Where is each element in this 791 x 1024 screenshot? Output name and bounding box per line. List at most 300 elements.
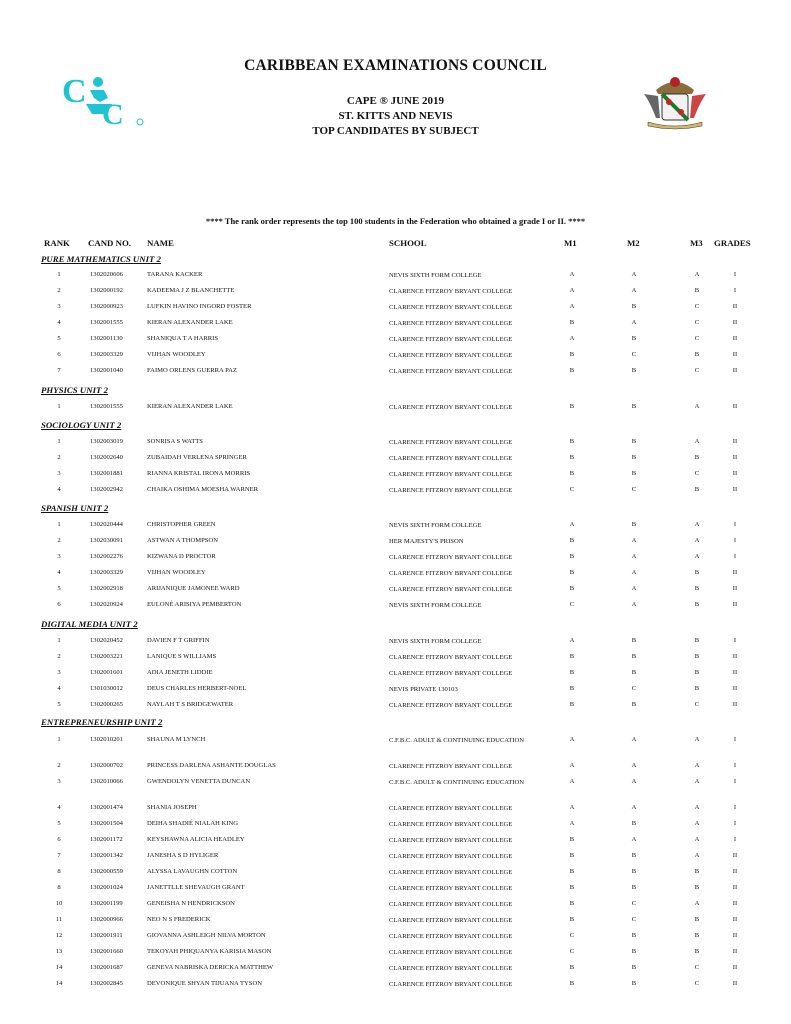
section-heading: SPANISH UNIT 2 xyxy=(41,503,109,513)
cell-school: CLARENCE FITZROY BRYANT COLLEGE xyxy=(389,455,513,462)
cell-rank: 6 xyxy=(57,351,61,358)
cell-cand-no: 1302001555 xyxy=(90,319,123,326)
cell-school: NEVIS SIXTH FORM COLLEGE xyxy=(389,272,482,279)
cell-m3: B xyxy=(694,351,700,358)
cell-cand-no: 1302001474 xyxy=(90,804,123,811)
rank-order-note: **** The rank order represents the top 100 students in the Federation who obtained a grade I or II. **** xyxy=(205,216,586,226)
cell-m2: B xyxy=(631,637,637,644)
cell-m3: B xyxy=(694,948,700,955)
cell-rank: 10 xyxy=(55,900,63,907)
cell-school: CLARENCE FITZROY BRYANT COLLEGE xyxy=(389,917,513,924)
cell-name: ALYSSA LAVAUGHN COTTON xyxy=(147,868,238,875)
cell-cand-no: 1302010066 xyxy=(90,778,123,785)
cell-rank: 3 xyxy=(57,669,61,676)
cell-school: CLARENCE FITZROY BRYANT COLLEGE xyxy=(389,869,513,876)
cell-grade: II xyxy=(732,569,738,576)
cell-grade: II xyxy=(732,948,738,955)
cell-grade: II xyxy=(732,438,738,445)
cell-grade: II xyxy=(732,653,738,660)
cell-m2: C xyxy=(631,916,637,923)
cell-m3: C xyxy=(694,319,700,326)
cell-m2: B xyxy=(631,669,637,676)
cell-name: CHAIKA OSHIMA MOESHA WARNER xyxy=(147,486,259,493)
cell-rank: 2 xyxy=(57,653,61,660)
section-heading: PURE MATHEMATICS UNIT 2 xyxy=(41,254,162,264)
cell-m1: B xyxy=(569,980,575,987)
cell-name: SHANIQUA T A HARRIS xyxy=(147,335,219,342)
cell-cand-no: 1302003221 xyxy=(90,653,123,660)
cell-rank: 3 xyxy=(57,470,61,477)
section-heading: SOCIOLOGY UNIT 2 xyxy=(41,420,122,430)
cell-m2: B xyxy=(631,403,637,410)
cell-name: KADEEMA J Z BLANCHETTE xyxy=(147,287,235,294)
cell-grade: II xyxy=(732,351,738,358)
column-header-m2: M2 xyxy=(627,238,640,248)
cell-m1: B xyxy=(569,553,575,560)
cell-grade: II xyxy=(732,900,738,907)
cell-m3: A xyxy=(694,852,700,859)
svg-text:C: C xyxy=(102,98,124,128)
cell-cand-no: 1302001504 xyxy=(90,820,123,827)
cell-rank: 8 xyxy=(57,868,61,875)
cell-m3: C xyxy=(694,980,700,987)
cell-grade: I xyxy=(733,762,737,769)
cell-grade: I xyxy=(733,778,737,785)
cell-name: ASTWAN A THOMPSON xyxy=(147,537,218,544)
cell-m2: A xyxy=(631,736,637,743)
cell-rank: 1 xyxy=(57,736,61,743)
cell-m2: A xyxy=(631,778,637,785)
table-row xyxy=(0,884,791,898)
cell-grade: I xyxy=(733,537,737,544)
column-header-school: SCHOOL xyxy=(389,238,427,248)
cell-grade: II xyxy=(732,601,738,608)
cell-cand-no: 1302000923 xyxy=(90,303,123,310)
cell-m2: A xyxy=(631,585,637,592)
cell-m3: B xyxy=(694,287,700,294)
cell-m2: B xyxy=(631,454,637,461)
cell-m3: A xyxy=(694,762,700,769)
cell-m3: A xyxy=(694,820,700,827)
cell-cand-no: 1302010201 xyxy=(90,736,123,743)
cell-grade: I xyxy=(733,804,737,811)
cell-school: CLARENCE FITZROY BRYANT COLLEGE xyxy=(389,439,513,446)
cell-school: CLARENCE FITZROY BRYANT COLLEGE xyxy=(389,554,513,561)
cell-cand-no: 1302001040 xyxy=(90,367,123,374)
column-header-m3: M3 xyxy=(690,238,703,248)
cell-m1: B xyxy=(569,653,575,660)
cell-m1: A xyxy=(569,271,575,278)
table-row xyxy=(0,403,791,417)
cell-name: GIOVANNA ASHLEIGH NILVA MORTON xyxy=(147,932,266,939)
cell-m3: A xyxy=(694,900,700,907)
cell-school: CLARENCE FITZROY BRYANT COLLEGE xyxy=(389,763,513,770)
cell-name: ZUBAIDAH VERLENA SPRINGER xyxy=(147,454,247,461)
cell-rank: 2 xyxy=(57,537,61,544)
cell-cand-no: 1302020452 xyxy=(90,637,123,644)
cell-rank: 2 xyxy=(57,287,61,294)
cell-grade: II xyxy=(732,980,738,987)
cell-rank: 2 xyxy=(57,762,61,769)
cell-grade: II xyxy=(732,669,738,676)
cell-m3: B xyxy=(694,916,700,923)
organization-title: CARIBBEAN EXAMINATIONS COUNCIL xyxy=(244,57,547,74)
cell-school: CLARENCE FITZROY BRYANT COLLEGE xyxy=(389,885,513,892)
exam-title: CAPE ® JUNE 2019 xyxy=(346,95,445,107)
cell-m2: A xyxy=(631,271,637,278)
cell-name: NEO N S FREDERICK xyxy=(147,916,211,923)
cell-m2: A xyxy=(631,836,637,843)
cell-grade: I xyxy=(733,820,737,827)
cell-cand-no: 1302001881 xyxy=(90,470,123,477)
cell-m2: B xyxy=(631,980,637,987)
cell-cand-no: 1302020606 xyxy=(90,271,123,278)
cell-rank: 5 xyxy=(57,585,61,592)
cell-school: CLARENCE FITZROY BRYANT COLLEGE xyxy=(389,304,513,311)
cell-school: CLARENCE FITZROY BRYANT COLLEGE xyxy=(389,805,513,812)
cell-rank: 1 xyxy=(57,438,61,445)
table-row xyxy=(0,486,791,500)
cell-name: KIERAN ALEXANDER LAKE xyxy=(147,319,233,326)
cell-rank: 5 xyxy=(57,335,61,342)
cell-m1: A xyxy=(569,762,575,769)
cell-cand-no: 1302001911 xyxy=(90,932,123,939)
cell-name: VIJHAN WOODLEY xyxy=(147,351,206,358)
cell-rank: 4 xyxy=(57,804,61,811)
table-row xyxy=(0,569,791,583)
cell-cand-no: 1302001660 xyxy=(90,948,123,955)
cell-school: NEVIS SIXTH FORM COLLEGE xyxy=(389,602,482,609)
cell-name: SHANIA JOSEPH xyxy=(147,804,197,811)
cell-rank: 11 xyxy=(55,916,63,923)
cell-m2: B xyxy=(631,521,637,528)
cell-m1: B xyxy=(569,852,575,859)
cell-m2: B xyxy=(631,701,637,708)
cell-m3: C xyxy=(694,335,700,342)
cell-m3: B xyxy=(694,932,700,939)
cell-school: C.F.B.C. ADULT & CONTINUING EDUCATION xyxy=(389,779,525,786)
cell-m3: B xyxy=(694,653,700,660)
cell-school: CLARENCE FITZROY BRYANT COLLEGE xyxy=(389,336,513,343)
cell-school: NEVIS SIXTH FORM COLLEGE xyxy=(389,638,482,645)
cell-rank: 7 xyxy=(57,852,61,859)
cell-grade: II xyxy=(732,701,738,708)
cell-name: JANESHA S D HYLIGER xyxy=(147,852,219,859)
table-row xyxy=(0,820,791,834)
cell-m3: A xyxy=(694,271,700,278)
cell-m3: B xyxy=(694,637,700,644)
cell-m1: B xyxy=(569,900,575,907)
cell-m1: A xyxy=(569,335,575,342)
cell-cand-no: 1302001687 xyxy=(90,964,123,971)
cell-cand-no: 1302002276 xyxy=(90,553,123,560)
table-row xyxy=(0,701,791,715)
cell-m2: C xyxy=(631,486,637,493)
cell-grade: I xyxy=(733,736,737,743)
table-row xyxy=(0,637,791,651)
cell-grade: I xyxy=(733,836,737,843)
cell-cand-no: 1302000265 xyxy=(90,701,123,708)
cell-name: DAVIEN F T GRIFFIN xyxy=(147,637,210,644)
cell-m2: A xyxy=(631,601,637,608)
cell-name: FAIMO ORLENS GUERRA PAZ xyxy=(147,367,237,374)
table-row xyxy=(0,367,791,381)
cell-rank: 1 xyxy=(57,271,61,278)
cell-m3: B xyxy=(694,601,700,608)
cell-m2: A xyxy=(631,319,637,326)
cell-cand-no: 1302000966 xyxy=(90,916,123,923)
cell-m1: A xyxy=(569,303,575,310)
cell-cand-no: 1302001555 xyxy=(90,403,123,410)
svg-text:C: C xyxy=(62,73,87,110)
cell-m1: B xyxy=(569,916,575,923)
cell-rank: 13 xyxy=(55,948,63,955)
cell-name: SONRISA S WATTS xyxy=(147,438,203,445)
table-row xyxy=(0,900,791,914)
cell-m3: A xyxy=(694,403,700,410)
cell-m1: C xyxy=(569,932,575,939)
cell-grade: II xyxy=(732,964,738,971)
cell-m1: B xyxy=(569,537,575,544)
cell-rank: 5 xyxy=(57,820,61,827)
cell-school: NEVIS SIXTH FORM COLLEGE xyxy=(389,522,482,529)
report-title: TOP CANDIDATES BY SUBJECT xyxy=(312,125,479,137)
cell-m1: B xyxy=(569,470,575,477)
cell-name: LANIQUE S WILLIAMS xyxy=(147,653,217,660)
table-row xyxy=(0,537,791,551)
table-row xyxy=(0,438,791,452)
table-row xyxy=(0,287,791,301)
cell-m2: A xyxy=(631,537,637,544)
cell-m1: B xyxy=(569,454,575,461)
cell-grade: II xyxy=(732,486,738,493)
cell-name: VIJHAN WOODLEY xyxy=(147,569,206,576)
cell-grade: II xyxy=(732,319,738,326)
cell-m3: B xyxy=(694,486,700,493)
table-row xyxy=(0,685,791,699)
table-row xyxy=(0,916,791,930)
cell-rank: 3 xyxy=(57,778,61,785)
cell-m2: B xyxy=(631,884,637,891)
cell-school: CLARENCE FITZROY BRYANT COLLEGE xyxy=(389,949,513,956)
table-row xyxy=(0,521,791,535)
cell-cand-no: 1302002918 xyxy=(90,585,123,592)
cell-school: CLARENCE FITZROY BRYANT COLLEGE xyxy=(389,352,513,359)
table-row xyxy=(0,736,791,750)
table-row xyxy=(0,852,791,866)
cell-school: CLARENCE FITZROY BRYANT COLLEGE xyxy=(389,965,513,972)
column-header-grades: GRADES xyxy=(714,238,751,248)
country-title: ST. KITTS AND NEVIS xyxy=(338,110,453,122)
cell-m1: C xyxy=(569,601,575,608)
cell-grade: I xyxy=(733,271,737,278)
cell-m1: B xyxy=(569,964,575,971)
section-heading: PHYSICS UNIT 2 xyxy=(41,385,108,395)
table-row xyxy=(0,778,791,792)
cell-m1: A xyxy=(569,736,575,743)
cell-m1: B xyxy=(569,351,575,358)
cell-grade: II xyxy=(732,685,738,692)
cell-m3: B xyxy=(694,569,700,576)
cell-grade: II xyxy=(732,335,738,342)
cell-m3: C xyxy=(694,367,700,374)
cell-grade: I xyxy=(733,287,737,294)
cell-grade: II xyxy=(732,585,738,592)
cell-name: JANETTLLE SHEVAUGH GRANT xyxy=(147,884,245,891)
cell-name: ARIJANIQUE JAMONEE WARD xyxy=(147,585,240,592)
cell-m3: A xyxy=(694,804,700,811)
cell-name: RIANNA KRISTAL IRONA MORRIS xyxy=(147,470,251,477)
cell-rank: 4 xyxy=(57,569,61,576)
cell-name: EULONÉ ARISIYA PEMBERTON xyxy=(147,601,242,608)
cell-m2: B xyxy=(631,367,637,374)
cell-cand-no: 1302020924 xyxy=(90,601,123,608)
cell-grade: II xyxy=(732,932,738,939)
cell-m3: C xyxy=(694,701,700,708)
cell-name: SHAUNA M LYNCH xyxy=(147,736,206,743)
cell-m1: A xyxy=(569,287,575,294)
cell-cand-no: 1302030091 xyxy=(90,537,123,544)
cell-school: CLARENCE FITZROY BRYANT COLLEGE xyxy=(389,288,513,295)
cell-school: CLARENCE FITZROY BRYANT COLLEGE xyxy=(389,487,513,494)
cell-m3: A xyxy=(694,553,700,560)
cell-m1: A xyxy=(569,820,575,827)
cell-school: C.F.B.C. ADULT & CONTINUING EDUCATION xyxy=(389,737,525,744)
cell-cand-no: 1302001130 xyxy=(90,335,123,342)
cell-m3: C xyxy=(694,470,700,477)
cell-m3: A xyxy=(694,537,700,544)
cell-grade: I xyxy=(733,637,737,644)
cell-m1: B xyxy=(569,585,575,592)
cell-rank: 3 xyxy=(57,303,61,310)
table-row xyxy=(0,553,791,567)
cell-m2: A xyxy=(631,804,637,811)
cell-cand-no: 1302020444 xyxy=(90,521,123,528)
cell-m2: C xyxy=(631,351,637,358)
section-heading: DIGITAL MEDIA UNIT 2 xyxy=(41,619,138,629)
cell-name: NAYLAH T S BRIDGEWATER xyxy=(147,701,234,708)
cell-rank: 1 xyxy=(57,521,61,528)
cell-m2: B xyxy=(631,932,637,939)
cell-m2: B xyxy=(631,303,637,310)
cell-cand-no: 1302002942 xyxy=(90,486,123,493)
cell-rank: 4 xyxy=(57,685,61,692)
table-row xyxy=(0,303,791,317)
cell-cand-no: 1301030012 xyxy=(90,685,123,692)
cell-m3: A xyxy=(694,521,700,528)
table-row xyxy=(0,653,791,667)
cell-rank: 14 xyxy=(55,980,63,987)
cell-grade: II xyxy=(732,868,738,875)
table-row xyxy=(0,868,791,882)
table-row xyxy=(0,669,791,683)
cell-m1: A xyxy=(569,804,575,811)
cell-m1: A xyxy=(569,521,575,528)
cell-cand-no: 1302002845 xyxy=(90,980,123,987)
cell-name: TEKOYAH PHIQUANYA KARISIA MASON xyxy=(147,948,272,955)
cell-school: CLARENCE FITZROY BRYANT COLLEGE xyxy=(389,901,513,908)
cell-m1: B xyxy=(569,868,575,875)
cell-m2: A xyxy=(631,553,637,560)
cell-m1: B xyxy=(569,669,575,676)
cell-school: CLARENCE FITZROY BRYANT COLLEGE xyxy=(389,471,513,478)
table-row xyxy=(0,948,791,962)
table-row xyxy=(0,932,791,946)
cell-m2: C xyxy=(631,685,637,692)
table-row xyxy=(0,836,791,850)
cell-grade: II xyxy=(732,470,738,477)
cell-m1: B xyxy=(569,685,575,692)
table-row xyxy=(0,964,791,978)
cell-cand-no: 1302001024 xyxy=(90,884,123,891)
cell-name: CHRISTOPHER GREEN xyxy=(147,521,216,528)
cell-name: KIERAN ALEXANDER LAKE xyxy=(147,403,233,410)
cell-grade: II xyxy=(732,884,738,891)
cell-m3: B xyxy=(694,868,700,875)
cell-grade: II xyxy=(732,403,738,410)
cell-school: CLARENCE FITZROY BRYANT COLLEGE xyxy=(389,702,513,709)
cell-m3: A xyxy=(694,736,700,743)
cell-school: CLARENCE FITZROY BRYANT COLLEGE xyxy=(389,821,513,828)
column-header-m1: M1 xyxy=(564,238,577,248)
cell-m2: B xyxy=(631,948,637,955)
cell-grade: I xyxy=(733,553,737,560)
table-row xyxy=(0,585,791,599)
cell-m1: B xyxy=(569,701,575,708)
cell-cand-no: 1302000192 xyxy=(90,287,123,294)
cell-grade: II xyxy=(732,916,738,923)
cell-grade: I xyxy=(733,521,737,528)
cell-school: CLARENCE FITZROY BRYANT COLLEGE xyxy=(389,837,513,844)
cell-rank: 1 xyxy=(57,637,61,644)
cell-m3: B xyxy=(694,585,700,592)
cell-name: DEVONIQUE SHYAN TIJUANA TYSON xyxy=(147,980,262,987)
cell-m1: B xyxy=(569,884,575,891)
cell-school: HER MAJESTY'S PRISON xyxy=(389,538,464,545)
cell-cand-no: 1302003329 xyxy=(90,351,123,358)
cell-m2: B xyxy=(631,438,637,445)
cell-cand-no: 1302001172 xyxy=(90,836,123,843)
column-header-cand-no: CAND NO. xyxy=(88,238,132,248)
cell-cand-no: 1302001342 xyxy=(90,852,123,859)
cell-school: CLARENCE FITZROY BRYANT COLLEGE xyxy=(389,981,513,988)
cell-m1: B xyxy=(569,319,575,326)
cell-m3: B xyxy=(694,685,700,692)
cell-m3: A xyxy=(694,836,700,843)
cell-school: CLARENCE FITZROY BRYANT COLLEGE xyxy=(389,320,513,327)
cell-m1: A xyxy=(569,637,575,644)
cell-name: LUFKIN HAVINO INGORD FOSTER xyxy=(147,303,252,310)
cell-m3: A xyxy=(694,778,700,785)
cell-m3: C xyxy=(694,303,700,310)
cell-m2: B xyxy=(631,653,637,660)
cell-m1: C xyxy=(569,486,575,493)
cell-m2: B xyxy=(631,470,637,477)
cell-m2: B xyxy=(631,820,637,827)
cell-m2: A xyxy=(631,287,637,294)
cell-school: CLARENCE FITZROY BRYANT COLLEGE xyxy=(389,654,513,661)
cell-rank: 12 xyxy=(55,932,63,939)
cell-name: PRINCESS DARLENA ASHANTE DOUGLAS xyxy=(147,762,276,769)
table-row xyxy=(0,762,791,776)
cell-m1: B xyxy=(569,569,575,576)
cell-rank: 8 xyxy=(57,884,61,891)
cell-m2: A xyxy=(631,569,637,576)
cell-m3: C xyxy=(694,964,700,971)
cell-rank: 1 xyxy=(57,403,61,410)
cell-rank: 4 xyxy=(57,319,61,326)
cell-grade: II xyxy=(732,454,738,461)
